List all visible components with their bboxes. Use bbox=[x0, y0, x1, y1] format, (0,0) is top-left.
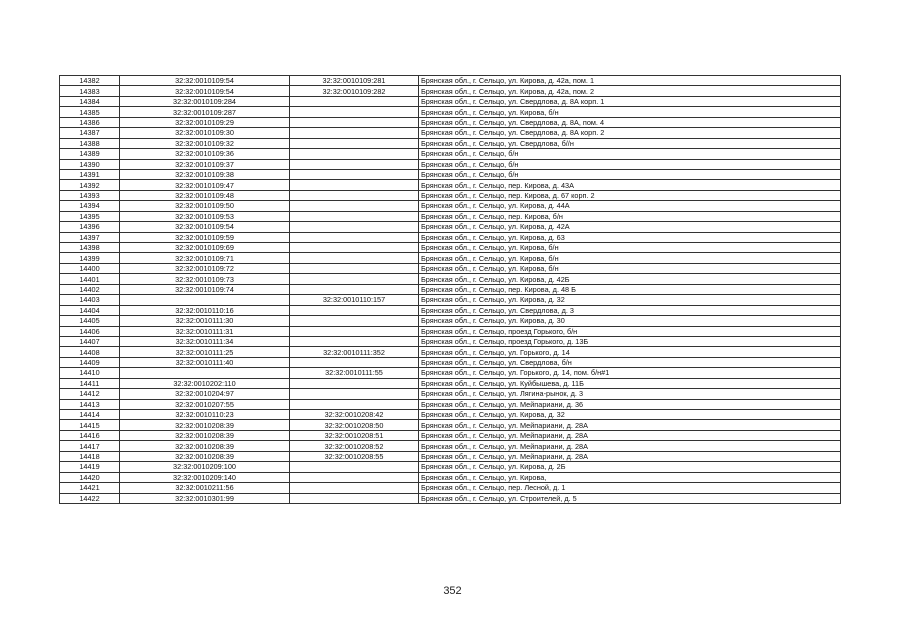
premises-cadastral-number-cell bbox=[290, 222, 419, 232]
address-cell: Брянская обл., г. Сельцо, ул. Кирова, д. 32 bbox=[419, 410, 841, 420]
cadastral-number-cell: 32:32:0010109:72 bbox=[120, 263, 290, 273]
cadastral-number-cell: 32:32:0010111:40 bbox=[120, 357, 290, 367]
cadastral-number-cell: 32:32:0010301:99 bbox=[120, 493, 290, 503]
cadastral-number-cell: 32:32:0010211:56 bbox=[120, 483, 290, 493]
cadastral-number-cell: 32:32:0010204:97 bbox=[120, 389, 290, 399]
row-number-cell: 14398 bbox=[60, 243, 120, 253]
cadastral-number-cell: 32:32:0010111:34 bbox=[120, 336, 290, 346]
address-cell: Брянская обл., г. Сельцо, ул. Свердлова, д. 8А корп. 1 bbox=[419, 96, 841, 106]
premises-cadastral-number-cell bbox=[290, 336, 419, 346]
table-row bbox=[60, 410, 841, 420]
row-number-cell: 14392 bbox=[60, 180, 120, 190]
table-row bbox=[60, 378, 841, 388]
address-cell: Брянская обл., г. Сельцо, проезд Горького, б/н bbox=[419, 326, 841, 336]
row-number-cell: 14407 bbox=[60, 336, 120, 346]
address-cell: Брянская обл., г. Сельцо, ул. Кирова, б/н bbox=[419, 263, 841, 273]
row-number-cell: 14382 bbox=[60, 76, 120, 86]
table-row bbox=[60, 451, 841, 461]
address-cell: Брянская обл., г. Сельцо, ул. Кирова, д. 32 bbox=[419, 295, 841, 305]
address-cell: Брянская обл., г. Сельцо, ул. Горького, д. 14 bbox=[419, 347, 841, 357]
premises-cadastral-number-cell bbox=[290, 149, 419, 159]
premises-cadastral-number-cell bbox=[290, 305, 419, 315]
address-cell: Брянская обл., г. Сельцо, б/н bbox=[419, 169, 841, 179]
cadastral-number-cell: 32:32:0010109:32 bbox=[120, 138, 290, 148]
table-row bbox=[60, 253, 841, 263]
address-cell: Брянская обл., г. Сельцо, ул. Кирова, д. 2Б bbox=[419, 462, 841, 472]
cadastral-number-cell: 32:32:0010109:47 bbox=[120, 180, 290, 190]
premises-cadastral-number-cell bbox=[290, 128, 419, 138]
premises-cadastral-number-cell bbox=[290, 211, 419, 221]
register-table bbox=[59, 75, 841, 504]
premises-cadastral-number-cell bbox=[290, 159, 419, 169]
address-cell: Брянская обл., г. Сельцо, ул. Мейпариани, д. 28А bbox=[419, 441, 841, 451]
premises-cadastral-number-cell bbox=[290, 357, 419, 367]
row-number-cell: 14383 bbox=[60, 86, 120, 96]
address-cell: Брянская обл., г. Сельцо, ул. Свердлова, б//н bbox=[419, 138, 841, 148]
table-row bbox=[60, 86, 841, 96]
table-row bbox=[60, 169, 841, 179]
table-row bbox=[60, 128, 841, 138]
row-number-cell: 14405 bbox=[60, 316, 120, 326]
row-number-cell: 14406 bbox=[60, 326, 120, 336]
premises-cadastral-number-cell: 32:32:0010208:42 bbox=[290, 410, 419, 420]
premises-cadastral-number-cell bbox=[290, 263, 419, 273]
premises-cadastral-number-cell: 32:32:0010208:52 bbox=[290, 441, 419, 451]
table-row bbox=[60, 316, 841, 326]
cadastral-number-cell: 32:32:0010110:16 bbox=[120, 305, 290, 315]
row-number-cell: 14408 bbox=[60, 347, 120, 357]
row-number-cell: 14416 bbox=[60, 430, 120, 440]
table-row bbox=[60, 274, 841, 284]
row-number-cell: 14413 bbox=[60, 399, 120, 409]
table-row bbox=[60, 76, 841, 86]
premises-cadastral-number-cell bbox=[290, 483, 419, 493]
cadastral-number-cell: 32:32:0010110:23 bbox=[120, 410, 290, 420]
address-cell: Брянская обл., г. Сельцо, пер. Кирова, б/н bbox=[419, 211, 841, 221]
row-number-cell: 14401 bbox=[60, 274, 120, 284]
premises-cadastral-number-cell bbox=[290, 274, 419, 284]
premises-cadastral-number-cell bbox=[290, 138, 419, 148]
table-row bbox=[60, 159, 841, 169]
address-cell: Брянская обл., г. Сельцо, ул. Куйбышева, д. 11Б bbox=[419, 378, 841, 388]
premises-cadastral-number-cell bbox=[290, 243, 419, 253]
address-cell: Брянская обл., г. Сельцо, пер. Кирова, д. 48 Б bbox=[419, 284, 841, 294]
row-number-cell: 14421 bbox=[60, 483, 120, 493]
cadastral-number-cell bbox=[120, 295, 290, 305]
address-cell: Брянская обл., г. Сельцо, б/н bbox=[419, 159, 841, 169]
row-number-cell: 14399 bbox=[60, 253, 120, 263]
table-row bbox=[60, 420, 841, 430]
premises-cadastral-number-cell bbox=[290, 169, 419, 179]
row-number-cell: 14409 bbox=[60, 357, 120, 367]
premises-cadastral-number-cell bbox=[290, 316, 419, 326]
cadastral-number-cell: 32:32:0010111:31 bbox=[120, 326, 290, 336]
table-row bbox=[60, 430, 841, 440]
table-row bbox=[60, 211, 841, 221]
premises-cadastral-number-cell bbox=[290, 472, 419, 482]
premises-cadastral-number-cell bbox=[290, 232, 419, 242]
table-row bbox=[60, 284, 841, 294]
row-number-cell: 14417 bbox=[60, 441, 120, 451]
address-cell: Брянская обл., г. Сельцо, пер. Кирова, д. 43А bbox=[419, 180, 841, 190]
cadastral-number-cell bbox=[120, 368, 290, 378]
cadastral-number-cell: 32:32:0010202:110 bbox=[120, 378, 290, 388]
table-row bbox=[60, 96, 841, 106]
premises-cadastral-number-cell bbox=[290, 378, 419, 388]
premises-cadastral-number-cell: 32:32:0010208:55 bbox=[290, 451, 419, 461]
address-cell: Брянская обл., г. Сельцо, ул. Мейпариани, д. 28А bbox=[419, 451, 841, 461]
address-cell: Брянская обл., г. Сельцо, ул. Кирова, д. 42а, пом. 1 bbox=[419, 76, 841, 86]
address-cell: Брянская обл., г. Сельцо, проезд Горького, д. 13Б bbox=[419, 336, 841, 346]
cadastral-number-cell: 32:32:0010111:30 bbox=[120, 316, 290, 326]
row-number-cell: 14402 bbox=[60, 284, 120, 294]
table-row bbox=[60, 357, 841, 367]
address-cell: Брянская обл., г. Сельцо, ул. Кирова, д. 42а, пом. 2 bbox=[419, 86, 841, 96]
table-row bbox=[60, 232, 841, 242]
row-number-cell: 14391 bbox=[60, 169, 120, 179]
address-cell: Брянская обл., г. Сельцо, ул. Кирова, д. 44А bbox=[419, 201, 841, 211]
cadastral-number-cell: 32:32:0010111:25 bbox=[120, 347, 290, 357]
premises-cadastral-number-cell: 32:32:0010109:281 bbox=[290, 76, 419, 86]
address-cell: Брянская обл., г. Сельцо, ул. Строителей, д. 5 bbox=[419, 493, 841, 503]
row-number-cell: 14389 bbox=[60, 149, 120, 159]
table-row bbox=[60, 483, 841, 493]
address-cell: Брянская обл., г. Сельцо, ул. Свердлова, д. 8А, пом. 4 bbox=[419, 117, 841, 127]
table-row bbox=[60, 117, 841, 127]
table-row bbox=[60, 399, 841, 409]
cadastral-number-cell: 32:32:0010109:36 bbox=[120, 149, 290, 159]
table-row bbox=[60, 201, 841, 211]
row-number-cell: 14404 bbox=[60, 305, 120, 315]
table-row bbox=[60, 441, 841, 451]
premises-cadastral-number-cell bbox=[290, 462, 419, 472]
row-number-cell: 14384 bbox=[60, 96, 120, 106]
cadastral-number-cell: 32:32:0010109:50 bbox=[120, 201, 290, 211]
table-row bbox=[60, 138, 841, 148]
address-cell: Брянская обл., г. Сельцо, ул. Свердлова, д. 3 bbox=[419, 305, 841, 315]
table-row bbox=[60, 462, 841, 472]
cadastral-number-cell: 32:32:0010109:38 bbox=[120, 169, 290, 179]
address-cell: Брянская обл., г. Сельцо, ул. Кирова, д. 42А bbox=[419, 222, 841, 232]
table-row bbox=[60, 368, 841, 378]
premises-cadastral-number-cell: 32:32:0010208:50 bbox=[290, 420, 419, 430]
cadastral-number-cell: 32:32:0010208:39 bbox=[120, 430, 290, 440]
address-cell: Брянская обл., г. Сельцо, ул. Кирова, б/н bbox=[419, 107, 841, 117]
address-cell: Брянская обл., г. Сельцо, ул. Кирова, bbox=[419, 472, 841, 482]
premises-cadastral-number-cell bbox=[290, 107, 419, 117]
row-number-cell: 14420 bbox=[60, 472, 120, 482]
row-number-cell: 14388 bbox=[60, 138, 120, 148]
row-number-cell: 14414 bbox=[60, 410, 120, 420]
table-row bbox=[60, 389, 841, 399]
cadastral-number-cell: 32:32:0010109:48 bbox=[120, 190, 290, 200]
row-number-cell: 14394 bbox=[60, 201, 120, 211]
table-row bbox=[60, 222, 841, 232]
premises-cadastral-number-cell: 32:32:0010109:282 bbox=[290, 86, 419, 96]
address-cell: Брянская обл., г. Сельцо, ул. Лягина-рынок, д. 3 bbox=[419, 389, 841, 399]
cadastral-number-cell: 32:32:0010207:55 bbox=[120, 399, 290, 409]
cadastral-number-cell: 32:32:0010208:39 bbox=[120, 420, 290, 430]
premises-cadastral-number-cell: 32:32:0010111:55 bbox=[290, 368, 419, 378]
address-cell: Брянская обл., г. Сельцо, ул. Кирова, б/н bbox=[419, 253, 841, 263]
cadastral-number-cell: 32:32:0010109:287 bbox=[120, 107, 290, 117]
cadastral-number-cell: 32:32:0010208:39 bbox=[120, 451, 290, 461]
address-cell: Брянская обл., г. Сельцо, ул. Кирова, д. 63 bbox=[419, 232, 841, 242]
cadastral-number-cell: 32:32:0010109:284 bbox=[120, 96, 290, 106]
cadastral-number-cell: 32:32:0010109:29 bbox=[120, 117, 290, 127]
cadastral-number-cell: 32:32:0010109:53 bbox=[120, 211, 290, 221]
row-number-cell: 14422 bbox=[60, 493, 120, 503]
table-row bbox=[60, 180, 841, 190]
row-number-cell: 14390 bbox=[60, 159, 120, 169]
premises-cadastral-number-cell bbox=[290, 201, 419, 211]
row-number-cell: 14386 bbox=[60, 117, 120, 127]
premises-cadastral-number-cell bbox=[290, 493, 419, 503]
row-number-cell: 14419 bbox=[60, 462, 120, 472]
cadastral-number-cell: 32:32:0010109:30 bbox=[120, 128, 290, 138]
cadastral-number-cell: 32:32:0010109:54 bbox=[120, 76, 290, 86]
cadastral-number-cell: 32:32:0010109:54 bbox=[120, 222, 290, 232]
row-number-cell: 14396 bbox=[60, 222, 120, 232]
premises-cadastral-number-cell: 32:32:0010208:51 bbox=[290, 430, 419, 440]
table-row bbox=[60, 493, 841, 503]
page-number: 352 bbox=[443, 585, 462, 597]
cadastral-number-cell: 32:32:0010209:100 bbox=[120, 462, 290, 472]
row-number-cell: 14393 bbox=[60, 190, 120, 200]
premises-cadastral-number-cell bbox=[290, 117, 419, 127]
table-row bbox=[60, 107, 841, 117]
address-cell: Брянская обл., г. Сельцо, пер. Кирова, д. 67 корп. 2 bbox=[419, 190, 841, 200]
cadastral-number-cell: 32:32:0010109:59 bbox=[120, 232, 290, 242]
cadastral-number-cell: 32:32:0010208:39 bbox=[120, 441, 290, 451]
premises-cadastral-number-cell bbox=[290, 389, 419, 399]
table-row bbox=[60, 305, 841, 315]
table-row bbox=[60, 149, 841, 159]
table-row bbox=[60, 347, 841, 357]
address-cell: Брянская обл., г. Сельцо, б/н bbox=[419, 149, 841, 159]
row-number-cell: 14403 bbox=[60, 295, 120, 305]
address-cell: Брянская обл., г. Сельцо, ул. Свердлова, б/н bbox=[419, 357, 841, 367]
premises-cadastral-number-cell bbox=[290, 399, 419, 409]
table-row bbox=[60, 295, 841, 305]
row-number-cell: 14397 bbox=[60, 232, 120, 242]
row-number-cell: 14400 bbox=[60, 263, 120, 273]
row-number-cell: 14395 bbox=[60, 211, 120, 221]
table-row bbox=[60, 472, 841, 482]
premises-cadastral-number-cell bbox=[290, 326, 419, 336]
address-cell: Брянская обл., г. Сельцо, ул. Мейпариани, д. 36 bbox=[419, 399, 841, 409]
cadastral-number-cell: 32:32:0010109:71 bbox=[120, 253, 290, 263]
row-number-cell: 14418 bbox=[60, 451, 120, 461]
row-number-cell: 14415 bbox=[60, 420, 120, 430]
cadastral-number-cell: 32:32:0010109:73 bbox=[120, 274, 290, 284]
address-cell: Брянская обл., г. Сельцо, ул. Свердлова, д. 8А корп. 2 bbox=[419, 128, 841, 138]
table-row bbox=[60, 243, 841, 253]
premises-cadastral-number-cell: 32:32:0010110:157 bbox=[290, 295, 419, 305]
address-cell: Брянская обл., г. Сельцо, ул. Горького, д. 14, пом. б/н#1 bbox=[419, 368, 841, 378]
premises-cadastral-number-cell bbox=[290, 180, 419, 190]
table-row bbox=[60, 326, 841, 336]
address-cell: Брянская обл., г. Сельцо, ул. Кирова, д. 30 bbox=[419, 316, 841, 326]
cadastral-number-cell: 32:32:0010109:69 bbox=[120, 243, 290, 253]
premises-cadastral-number-cell bbox=[290, 190, 419, 200]
cadastral-number-cell: 32:32:0010109:37 bbox=[120, 159, 290, 169]
row-number-cell: 14411 bbox=[60, 378, 120, 388]
address-cell: Брянская обл., г. Сельцо, ул. Мейпариани, д. 28А bbox=[419, 430, 841, 440]
premises-cadastral-number-cell bbox=[290, 284, 419, 294]
table-row bbox=[60, 336, 841, 346]
table-row bbox=[60, 263, 841, 273]
address-cell: Брянская обл., г. Сельцо, ул. Кирова, б/н bbox=[419, 243, 841, 253]
address-cell: Брянская обл., г. Сельцо, пер. Лесной, д. 1 bbox=[419, 483, 841, 493]
table-row bbox=[60, 190, 841, 200]
cadastral-number-cell: 32:32:0010109:74 bbox=[120, 284, 290, 294]
premises-cadastral-number-cell bbox=[290, 96, 419, 106]
cadastral-number-cell: 32:32:0010209:140 bbox=[120, 472, 290, 482]
row-number-cell: 14410 bbox=[60, 368, 120, 378]
row-number-cell: 14387 bbox=[60, 128, 120, 138]
premises-cadastral-number-cell bbox=[290, 253, 419, 263]
register-table-body bbox=[60, 76, 841, 504]
row-number-cell: 14385 bbox=[60, 107, 120, 117]
address-cell: Брянская обл., г. Сельцо, ул. Кирова, д. 42Б bbox=[419, 274, 841, 284]
cadastral-number-cell: 32:32:0010109:54 bbox=[120, 86, 290, 96]
row-number-cell: 14412 bbox=[60, 389, 120, 399]
address-cell: Брянская обл., г. Сельцо, ул. Мейпариани, д. 28А bbox=[419, 420, 841, 430]
premises-cadastral-number-cell: 32:32:0010111:352 bbox=[290, 347, 419, 357]
